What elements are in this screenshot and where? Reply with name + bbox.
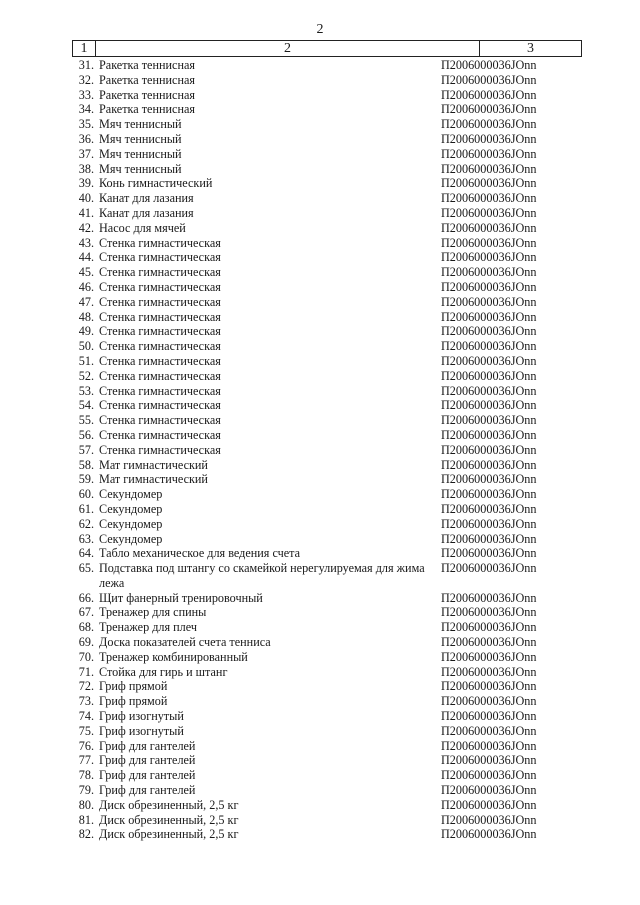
row-name: Стенка гимнастическая xyxy=(99,235,221,250)
row-code: П2006000036JOnn xyxy=(441,649,537,664)
row-code: П2006000036JOnn xyxy=(441,561,537,576)
table-header xyxy=(72,40,582,57)
table-row xyxy=(0,768,640,783)
table-row xyxy=(0,339,640,354)
row-code: П2006000036JOnn xyxy=(441,738,537,753)
table-row xyxy=(0,58,640,73)
row-code: П2006000036JOnn xyxy=(441,235,537,250)
row-number: 55. xyxy=(78,413,94,428)
row-number: 46. xyxy=(78,279,94,294)
table-row xyxy=(0,694,640,709)
row-name: Стенка гимнастическая xyxy=(99,427,221,442)
row-code: П2006000036JOnn xyxy=(441,102,537,117)
table-row xyxy=(0,739,640,754)
table-row xyxy=(0,753,640,768)
row-code: П2006000036JOnn xyxy=(441,353,537,368)
table-row xyxy=(0,665,640,680)
row-code: П2006000036JOnn xyxy=(441,161,537,176)
row-number: 50. xyxy=(78,339,94,354)
row-code: П2006000036JOnn xyxy=(441,812,537,827)
table-row xyxy=(0,413,640,428)
row-name: Стенка гимнастическая xyxy=(99,442,221,457)
row-number: 32. xyxy=(78,72,94,87)
table-row xyxy=(0,162,640,177)
row-code: П2006000036JOnn xyxy=(441,709,537,724)
row-name: Диск обрезиненный, 2,5 кг xyxy=(99,812,239,827)
row-number: 79. xyxy=(78,783,94,798)
table-row xyxy=(0,517,640,532)
row-number: 48. xyxy=(78,309,94,324)
row-name: Стойка для гирь и штанг xyxy=(99,664,228,679)
row-name: Доска показателей счета тенниса xyxy=(99,635,271,650)
header-col-1: 1 xyxy=(73,41,96,56)
row-code: П2006000036JOnn xyxy=(441,324,537,339)
table-row xyxy=(0,724,640,739)
table-row xyxy=(0,443,640,458)
row-number: 49. xyxy=(78,324,94,339)
row-number: 81. xyxy=(78,812,94,827)
row-code: П2006000036JOnn xyxy=(441,442,537,457)
table-row xyxy=(0,650,640,665)
row-code: П2006000036JOnn xyxy=(441,191,537,206)
row-number: 68. xyxy=(78,620,94,635)
row-code: П2006000036JOnn xyxy=(441,117,537,132)
row-number: 62. xyxy=(78,516,94,531)
row-name: Стенка гимнастическая xyxy=(99,339,221,354)
row-name: Ракетка теннисная xyxy=(99,72,195,87)
table-row xyxy=(0,679,640,694)
row-name: Табло механическое для ведения счета xyxy=(99,546,301,561)
row-number: 63. xyxy=(78,531,94,546)
row-number: 38. xyxy=(78,161,94,176)
table-row xyxy=(0,384,640,399)
row-number: 57. xyxy=(78,442,94,457)
row-name: Секундомер xyxy=(99,516,163,531)
table-row xyxy=(0,487,640,502)
table-row xyxy=(0,206,640,221)
table-row xyxy=(0,102,640,117)
table-row xyxy=(0,813,640,828)
row-number: 36. xyxy=(78,131,94,146)
table-row xyxy=(0,709,640,724)
table-row xyxy=(0,73,640,88)
table-row xyxy=(0,605,640,620)
row-code: П2006000036JOnn xyxy=(441,531,537,546)
table-row xyxy=(0,783,640,798)
row-number: 53. xyxy=(78,383,94,398)
row-code: П2006000036JOnn xyxy=(441,146,537,161)
row-name: Секундомер xyxy=(99,531,163,546)
row-code: П2006000036JOnn xyxy=(441,827,537,842)
table-row xyxy=(0,369,640,384)
row-number: 60. xyxy=(78,487,94,502)
row-name: Подставка под штангу со скамейкой нерегулируемая для жима лежа xyxy=(99,561,425,590)
page-number: 2 xyxy=(316,22,324,37)
row-code: П2006000036JOnn xyxy=(441,398,537,413)
row-name: Стенка гимнастическая xyxy=(99,324,221,339)
row-code: П2006000036JOnn xyxy=(441,131,537,146)
row-code: П2006000036JOnn xyxy=(441,768,537,783)
row-name: Щит фанерный тренировочный xyxy=(99,590,263,605)
row-number: 58. xyxy=(78,457,94,472)
row-name: Стенка гимнастическая xyxy=(99,368,221,383)
row-code: П2006000036JOnn xyxy=(441,797,537,812)
table-row xyxy=(0,546,640,561)
row-name: Гриф изогнутый xyxy=(99,723,184,738)
row-name: Канат для лазания xyxy=(99,205,194,220)
table-row xyxy=(0,88,640,103)
row-number: 34. xyxy=(78,102,94,117)
row-number: 41. xyxy=(78,205,94,220)
row-code: П2006000036JOnn xyxy=(441,487,537,502)
row-number: 72. xyxy=(78,679,94,694)
row-number: 39. xyxy=(78,176,94,191)
table-row xyxy=(0,354,640,369)
row-number: 82. xyxy=(78,827,94,842)
table-row xyxy=(0,798,640,813)
row-code: П2006000036JOnn xyxy=(441,368,537,383)
row-code: П2006000036JOnn xyxy=(441,753,537,768)
table-row xyxy=(0,310,640,325)
row-code: П2006000036JOnn xyxy=(441,279,537,294)
row-number: 43. xyxy=(78,235,94,250)
row-number: 77. xyxy=(78,753,94,768)
row-name: Стенка гимнастическая xyxy=(99,294,221,309)
row-code: П2006000036JOnn xyxy=(441,472,537,487)
row-number: 65. xyxy=(78,561,94,576)
row-code: П2006000036JOnn xyxy=(441,694,537,709)
row-number: 42. xyxy=(78,220,94,235)
row-name: Мяч теннисный xyxy=(99,161,182,176)
row-name: Ракетка теннисная xyxy=(99,87,195,102)
header-col-3: 3 xyxy=(527,41,534,56)
row-code: П2006000036JOnn xyxy=(441,783,537,798)
row-code: П2006000036JOnn xyxy=(441,220,537,235)
table-row xyxy=(0,472,640,487)
table-row xyxy=(0,191,640,206)
row-number: 67. xyxy=(78,605,94,620)
table-row xyxy=(0,502,640,517)
row-name: Мяч теннисный xyxy=(99,117,182,132)
row-number: 56. xyxy=(78,427,94,442)
table-row xyxy=(0,236,640,251)
row-number: 76. xyxy=(78,738,94,753)
row-name: Стенка гимнастическая xyxy=(99,398,221,413)
row-number: 64. xyxy=(78,546,94,561)
row-code: П2006000036JOnn xyxy=(441,457,537,472)
row-name: Секундомер xyxy=(99,501,163,516)
row-name: Гриф прямой xyxy=(99,679,168,694)
table-row xyxy=(0,250,640,265)
row-name: Конь гимнастический xyxy=(99,176,213,191)
row-number: 69. xyxy=(78,635,94,650)
row-code: П2006000036JOnn xyxy=(441,205,537,220)
row-number: 37. xyxy=(78,146,94,161)
row-name: Тренажер комбинированный xyxy=(99,649,248,664)
row-number: 71. xyxy=(78,664,94,679)
row-number: 40. xyxy=(78,191,94,206)
row-code: П2006000036JOnn xyxy=(441,723,537,738)
table-row xyxy=(0,620,640,635)
row-name: Гриф прямой xyxy=(99,694,168,709)
row-name: Ракетка теннисная xyxy=(99,58,195,72)
row-name: Гриф для гантелей xyxy=(99,738,196,753)
row-code: П2006000036JOnn xyxy=(441,679,537,694)
header-col-2: 2 xyxy=(96,41,480,56)
row-code: П2006000036JOnn xyxy=(441,176,537,191)
row-number: 66. xyxy=(78,590,94,605)
row-name: Стенка гимнастическая xyxy=(99,309,221,324)
row-code: П2006000036JOnn xyxy=(441,427,537,442)
row-name: Ракетка теннисная xyxy=(99,102,195,117)
table-row xyxy=(0,827,640,842)
table-row xyxy=(0,176,640,191)
row-number: 35. xyxy=(78,117,94,132)
row-name: Мат гимнастический xyxy=(99,457,208,472)
table-row xyxy=(0,295,640,310)
row-number: 80. xyxy=(78,797,94,812)
table-row xyxy=(0,265,640,280)
table-row xyxy=(0,591,640,606)
row-code: П2006000036JOnn xyxy=(441,383,537,398)
row-code: П2006000036JOnn xyxy=(441,72,537,87)
table-row xyxy=(0,132,640,147)
row-code: П2006000036JOnn xyxy=(441,501,537,516)
table-row xyxy=(0,428,640,443)
row-code: П2006000036JOnn xyxy=(441,516,537,531)
table-body xyxy=(0,58,640,842)
row-code: П2006000036JOnn xyxy=(441,635,537,650)
row-name: Гриф для гантелей xyxy=(99,768,196,783)
row-number: 59. xyxy=(78,472,94,487)
table-row xyxy=(0,147,640,162)
row-name: Гриф для гантелей xyxy=(99,783,196,798)
table-row xyxy=(0,458,640,473)
table-row xyxy=(0,280,640,295)
row-name: Стенка гимнастическая xyxy=(99,250,221,265)
table-row xyxy=(0,561,640,591)
row-name: Канат для лазания xyxy=(99,191,194,206)
row-number: 54. xyxy=(78,398,94,413)
table-row xyxy=(0,532,640,547)
row-name: Гриф для гантелей xyxy=(99,753,196,768)
row-number: 33. xyxy=(78,87,94,102)
row-code: П2006000036JOnn xyxy=(441,339,537,354)
row-code: П2006000036JOnn xyxy=(441,58,537,72)
row-code: П2006000036JOnn xyxy=(441,546,537,561)
row-number: 73. xyxy=(78,694,94,709)
row-number: 61. xyxy=(78,501,94,516)
row-name: Гриф изогнутый xyxy=(99,709,184,724)
row-number: 74. xyxy=(78,709,94,724)
row-code: П2006000036JOnn xyxy=(441,250,537,265)
row-number: 45. xyxy=(78,265,94,280)
row-name: Диск обрезиненный, 2,5 кг xyxy=(99,797,239,812)
row-number: 47. xyxy=(78,294,94,309)
row-name: Секундомер xyxy=(99,487,163,502)
row-name: Мат гимнастический xyxy=(99,472,208,487)
table-row xyxy=(0,117,640,132)
row-name: Стенка гимнастическая xyxy=(99,279,221,294)
row-name: Мяч теннисный xyxy=(99,131,182,146)
row-code: П2006000036JOnn xyxy=(441,664,537,679)
row-number: 78. xyxy=(78,768,94,783)
table-row xyxy=(0,324,640,339)
row-name: Мяч теннисный xyxy=(99,146,182,161)
row-code: П2006000036JOnn xyxy=(441,87,537,102)
row-number: 44. xyxy=(78,250,94,265)
row-name: Насос для мячей xyxy=(99,220,186,235)
row-name: Диск обрезиненный, 2,5 кг xyxy=(99,827,239,842)
row-name: Стенка гимнастическая xyxy=(99,383,221,398)
row-number: 51. xyxy=(78,353,94,368)
row-code: П2006000036JOnn xyxy=(441,620,537,635)
row-code: П2006000036JOnn xyxy=(441,265,537,280)
row-code: П2006000036JOnn xyxy=(441,605,537,620)
table-row xyxy=(0,635,640,650)
table-row xyxy=(0,398,640,413)
row-number: 31. xyxy=(78,58,94,72)
row-code: П2006000036JOnn xyxy=(441,413,537,428)
row-name: Тренажер для спины xyxy=(99,605,207,620)
row-name: Стенка гимнастическая xyxy=(99,353,221,368)
table-row xyxy=(0,221,640,236)
row-number: 75. xyxy=(78,723,94,738)
row-code: П2006000036JOnn xyxy=(441,309,537,324)
row-name: Тренажер для плеч xyxy=(99,620,197,635)
row-number: 70. xyxy=(78,649,94,664)
row-name: Стенка гимнастическая xyxy=(99,265,221,280)
row-name: Стенка гимнастическая xyxy=(99,413,221,428)
row-number: 52. xyxy=(78,368,94,383)
row-code: П2006000036JOnn xyxy=(441,590,537,605)
row-code: П2006000036JOnn xyxy=(441,294,537,309)
